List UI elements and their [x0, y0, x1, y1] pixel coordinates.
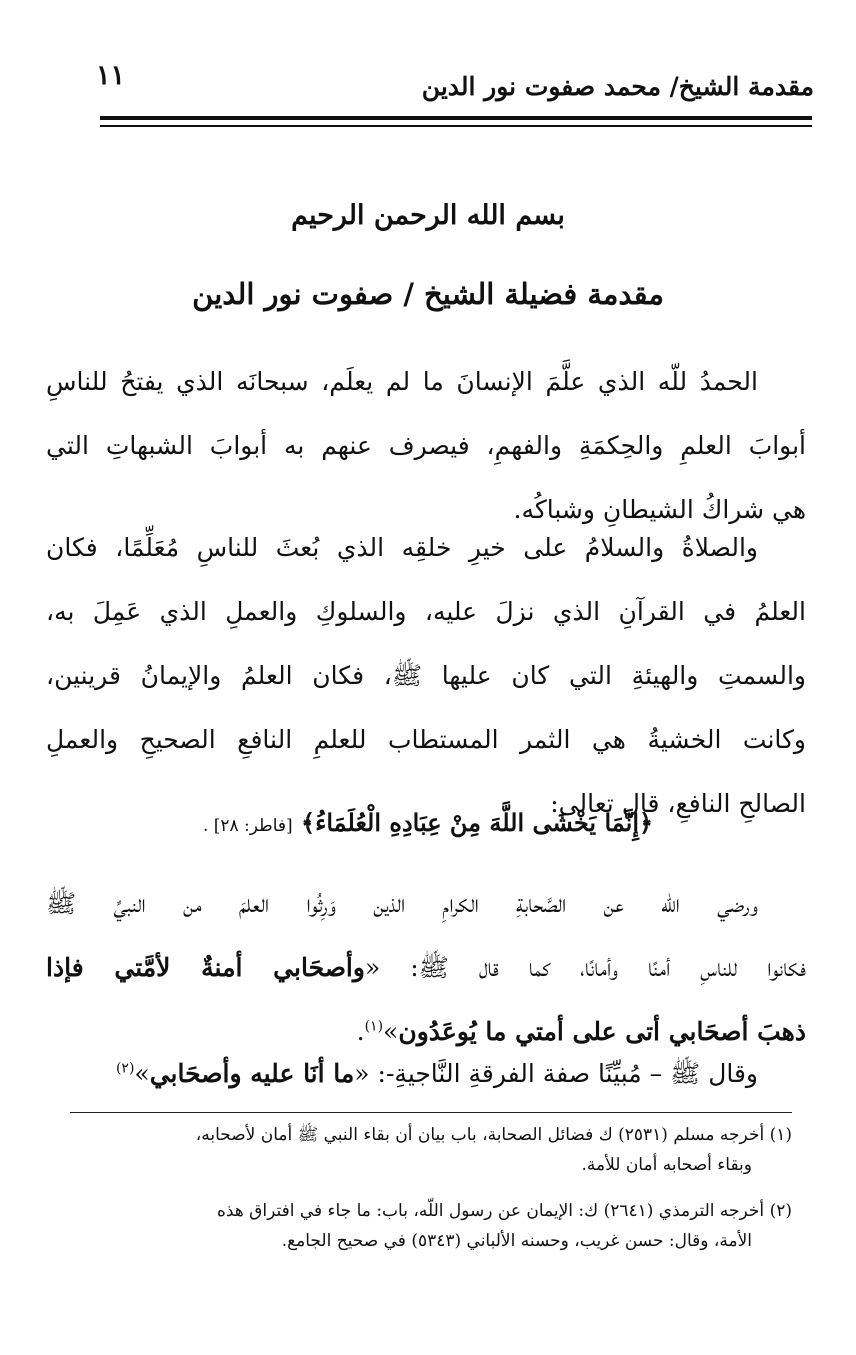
footnote-separator [70, 1112, 792, 1113]
footnote-line: وبقاء أصحابه أمان للأمة. [581, 1155, 752, 1175]
text-line: ورضي اللّه عن الصَّحابةِ الكرامِ الذين وَرِثُوا العلمَ من النبيِّ ﷺ [46, 889, 758, 918]
page-number: ١١ [96, 60, 126, 91]
verse-reference: [فاطر: ٢٨] . [202, 816, 293, 836]
footnote-number: (١) [769, 1125, 792, 1145]
footnote-number: (٢) [769, 1201, 792, 1221]
text-run: فكانوا للناسِ أمنًا وأمانًا، كما قال ﷺ: « [364, 953, 806, 982]
section-title: مقدمة فضيلة الشيخ / صفوت نور الدين [192, 277, 664, 311]
text-line: والسمتِ والهيئةِ التي كان عليها ﷺ، فكان العلمُ والإيمانُ قرينين، [46, 661, 807, 690]
header-rule-thin [100, 125, 812, 127]
text-line: وكانت الخشيةُ هي الثمر المستطاب للعلمِ النافعِ الصحيحِ والعملِ [46, 725, 806, 754]
paragraph-praise [46, 350, 806, 542]
header-rule-thick [100, 116, 812, 120]
basmala: بسم الله الرحمن الرحيم [291, 200, 565, 231]
footnote-text: أخرجه مسلم (٢٥٣١) ك فضائل الصحابة، باب بيان أن بقاء النبي ﷺ أمان لأصحابه، [195, 1125, 765, 1145]
quran-verse [0, 808, 856, 837]
text-run: » [134, 1059, 150, 1088]
footnote-marker: (٢) [115, 1060, 135, 1077]
footnote-marker: (١) [364, 1018, 384, 1035]
text-line: العلمُ في القرآنِ الذي نزلَ عليه، والسلوكِ والعملِ الذي عَمِلَ به، [46, 597, 806, 626]
text-line: الحمدُ للّه الذي علَّمَ الإنسانَ ما لم يعلَم، سبحانَه الذي يفتحُ للناسِ [46, 367, 758, 396]
footnote-2 [70, 1196, 792, 1256]
text-line: والصلاةُ والسلامُ على خيرِ خلقِه الذي بُعثَ للناسِ مُعَلِّمًا، فكان [46, 533, 758, 562]
hadith-quote: ذهبَ أصحَابي أتى على أمتي ما يُوعَدُون [398, 1017, 806, 1046]
footnote-text: أخرجه الترمذي (٢٦٤١) ك: الإيمان عن رسول اللّه، باب: ما جاء في افتراق هذه [216, 1201, 765, 1221]
footnote-line [70, 1120, 792, 1150]
footnote-line: الأمة، وقال: حسن غريب، وحسنه الألباني (٥٣٤٣) في صحيح الجامع. [281, 1231, 752, 1251]
paragraph-companions [46, 872, 806, 1064]
text-line: أبوابَ العلمِ والحِكمَةِ والفهمِ، فيصرف عنهم به أبوابَ الشبهاتِ التي [46, 431, 806, 460]
text-run: وقال ﷺ – مُبيِّنًا صفة الفرقةِ النَّاجيةِ-: « [354, 1059, 758, 1088]
paragraph-salutation [46, 516, 806, 836]
text-line [46, 1042, 806, 1106]
text-line: هي شراكُ الشيطانِ وشباكُه. [513, 495, 806, 524]
footnote-line [70, 1196, 792, 1226]
footnote-1 [70, 1120, 792, 1180]
text-line [46, 936, 806, 1000]
text-line: الصالحِ النافعِ، قال تعالى: [550, 789, 806, 818]
hadith-quote: ما أنَا عليه وأصحَابي [149, 1059, 355, 1088]
text-run: . [356, 1017, 365, 1046]
hadith-quote: وأصحَابي أمنةٌ لأمَّتي فإذا [46, 953, 365, 982]
verse-text: ﴿إِنَّمَا يَخْشَى اللَّهَ مِنْ عِبَادِهِ الْعُلَمَاءُ﴾ [301, 808, 654, 837]
text-run: » [383, 1017, 399, 1046]
paragraph-saved-sect [46, 1042, 806, 1106]
running-header-title: مقدمة الشيخ/ محمد صفوت نور الدين [421, 72, 814, 101]
